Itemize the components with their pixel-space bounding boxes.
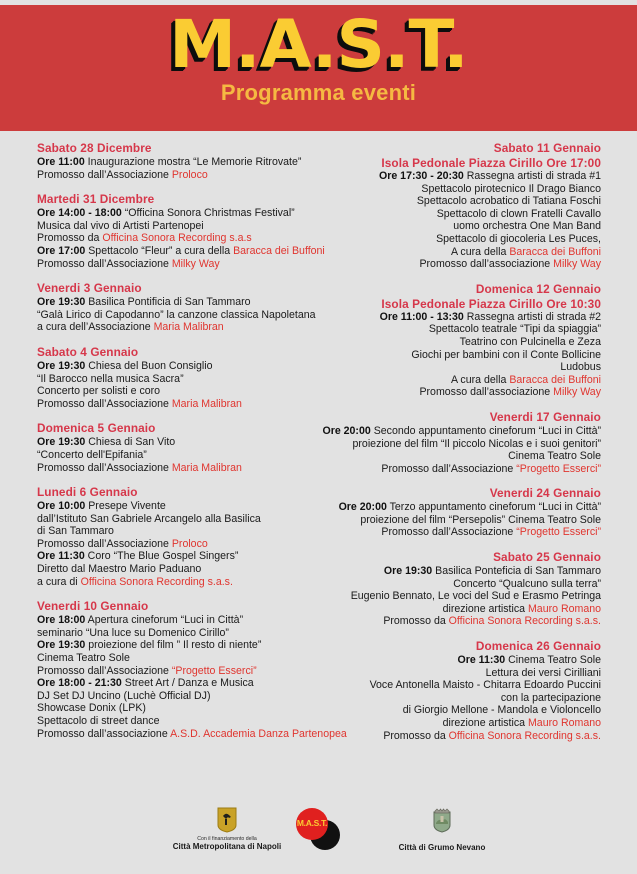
event-date: Sabato 4 Gennaio: [37, 344, 139, 359]
event-detail-line: [37, 220, 318, 233]
event-text: Promosso da: [37, 232, 103, 245]
event-venue: Isola Pedonale Piazza Cirillo Ore 17:00: [381, 156, 601, 170]
event-detail-line: [319, 258, 601, 271]
event-text: Eugenio Bennato, Le voci del Sud e Erasmo Petringa: [350, 590, 601, 603]
event-block: [37, 192, 325, 270]
footer-metropolitan-bold-line: Città Metropolitana di Napoli: [172, 842, 282, 851]
event-detail-line: [37, 436, 318, 449]
event-detail-line: [37, 538, 318, 551]
event-organizer: Proloco: [171, 537, 208, 550]
event-text: Concerto “Qualcuno sulla terra”: [453, 577, 601, 590]
event-block: [319, 410, 601, 475]
event-text: Promosso dall’Associazione: [37, 537, 172, 550]
event-text: “Concerto dell'Epifania”: [37, 448, 147, 461]
event-text: Spettacolo acrobatico di Tatiana Foschi: [416, 195, 601, 208]
event-organizer: Milky Way: [171, 257, 220, 270]
event-detail-line: [37, 232, 318, 245]
event-text: a cura dell’Associazione: [37, 321, 154, 334]
event-time: Ore 11:00: [37, 156, 85, 168]
footer-logo-comune: [352, 807, 532, 852]
event-text: Promosso dall’associazione: [419, 258, 554, 271]
event-detail-line: [37, 169, 318, 182]
event-detail-line: [37, 702, 318, 715]
event-detail-line: [37, 513, 318, 526]
event-time: Ore 19:30: [37, 639, 86, 652]
event-text: Terzo appuntamento cineforum “Luci in Città”: [386, 501, 601, 514]
event-organizer: Officina Sonora Recording s.a.s.: [448, 615, 601, 628]
event-text: con la partecipazione: [500, 691, 601, 704]
event-detail-line: [319, 323, 601, 336]
event-detail-line: [319, 526, 601, 539]
grumo-nevano-crest-icon: [432, 807, 452, 833]
event-text: Promosso da: [383, 729, 449, 742]
event-text: Rassegna artisti di strada #2: [463, 310, 601, 323]
event-detail-line: [37, 563, 318, 576]
event-detail-line: [37, 690, 318, 703]
event-text: a cura di: [37, 575, 81, 588]
event-text: Diretto dal Maestro Mario Paduano: [37, 563, 202, 576]
event-detail-line: [37, 207, 318, 220]
event-text: “Galà Lirico di Capodanno” la canzone classica Napoletana: [37, 308, 316, 321]
event-time: Ore 19:30: [383, 565, 433, 578]
poster-header: [0, 5, 637, 131]
event-text: Giochi per bambini con il Conte Bollicine: [411, 348, 601, 361]
event-organizer: Baracca dei Buffoni: [233, 244, 325, 257]
event-text: Secondo appuntamento cineforum “Luci in Città”: [370, 424, 601, 437]
event-detail-line: [37, 309, 318, 322]
event-time: Ore 20:00: [322, 424, 371, 437]
event-detail-line: [37, 398, 318, 411]
event-text: Apertura cineforum “Luci in Città”: [85, 614, 244, 627]
event-detail-line: [319, 717, 601, 730]
event-text: Basilica Ponteficia di San Tammaro: [432, 565, 601, 578]
event-detail-line: [319, 654, 601, 667]
event-block: [37, 599, 347, 740]
event-time: Ore 11:30: [457, 654, 506, 667]
event-detail-line: [37, 360, 318, 373]
event-organizer: “Progetto Esserci”: [516, 462, 601, 475]
footer-logo-mast: [292, 808, 354, 854]
event-block: [37, 421, 318, 474]
event-block: [319, 141, 601, 271]
poster-footer: [0, 805, 637, 874]
event-text: Promosso dall’associazione: [37, 727, 171, 740]
event-detail-line: [319, 438, 601, 451]
event-text: Rassegna artisti di strada #1: [463, 170, 601, 182]
event-detail-line: [319, 603, 601, 616]
event-text: A cura della: [451, 373, 510, 386]
event-text: Promosso dall’Associazione: [37, 664, 172, 677]
event-detail-line: [319, 692, 601, 705]
event-detail-line: [37, 727, 347, 741]
event-organizer: “Progetto Esserci”: [171, 664, 257, 677]
event-block: [319, 550, 601, 628]
event-date: Sabato 28 Dicembre: [37, 141, 152, 155]
event-text: Presepe Vivente: [85, 500, 166, 513]
event-organizer: Officina Sonora Recording s.a.s.: [448, 729, 601, 742]
event-detail-line: [319, 730, 601, 743]
event-text: Coro “The Blue Gospel Singers”: [84, 550, 239, 563]
event-detail-line: [319, 233, 601, 246]
event-organizer: Mauro Romano: [527, 717, 601, 729]
events-column-right: [319, 141, 601, 742]
event-detail-line: [37, 449, 318, 462]
page-subtitle: Programma eventi: [220, 80, 417, 106]
event-text: Basilica Pontificia di San Tammaro: [85, 296, 251, 309]
event-detail-line: [319, 374, 601, 387]
event-time: Ore 11:30: [37, 550, 85, 563]
event-organizer: Milky Way: [553, 386, 601, 399]
event-text: Concerto per solisti e coro: [37, 385, 161, 398]
event-text: di San Tammaro: [37, 525, 114, 538]
event-text: Promosso dall’Associazione: [37, 397, 172, 410]
event-detail-line: [37, 296, 318, 309]
event-text: direzione artistica: [442, 717, 528, 729]
footer-metropolitan-small-line: Con il finanziamento della: [197, 836, 257, 842]
event-time: Ore 19:30: [37, 436, 86, 449]
event-detail-line: [319, 615, 601, 628]
event-text: Spettacolo pirotecnico Il Drago Bianco: [421, 182, 601, 195]
event-text: Spettacolo teatrale “Tipi da spiaggia”: [428, 323, 601, 336]
event-date: Domenica 26 Gennaio: [475, 639, 601, 654]
event-detail-line: [37, 677, 318, 690]
event-text: seminario “Una luce su Domenico Cirillo”: [37, 626, 229, 639]
event-block: [37, 281, 318, 334]
event-detail-line: [37, 321, 318, 334]
event-text: Spettacolo di clown Fratelli Cavallo: [436, 207, 601, 220]
event-organizer: Baracca dei Buffoni: [509, 373, 601, 386]
event-time: Ore 11:00 - 13:30: [379, 310, 464, 323]
event-organizer: Baracca dei Buffoni: [509, 245, 601, 258]
event-organizer: “Progetto Esserci”: [516, 526, 601, 539]
event-detail-line: [319, 246, 601, 259]
event-text: Spettacolo di giocoleria Les Puces,: [436, 232, 601, 245]
event-text: proiezione del film “Il piccolo Nicolas e i suoi genitori”: [352, 437, 601, 450]
mast-logo-label: M.A.S.T.: [296, 818, 328, 828]
event-detail-line: [37, 462, 318, 475]
event-text: Promosso dall’Associazione: [37, 168, 172, 181]
event-block: [319, 282, 601, 399]
event-detail-line: [319, 208, 601, 221]
event-organizer: Officina Sonora Recording s.a.s: [102, 232, 252, 245]
event-organizer: A.S.D. Accademia Danza Partenopea: [170, 727, 347, 740]
event-detail-line: [319, 386, 601, 399]
napoli-metropolitan-crest-icon: [217, 807, 237, 833]
event-time: Ore 20:00: [338, 501, 387, 514]
event-detail-line: [37, 385, 318, 398]
event-time: Ore 14:00 - 18:00: [37, 207, 122, 220]
event-detail-line: [319, 704, 601, 717]
event-detail-line: [319, 679, 601, 692]
event-detail-line: [319, 195, 601, 208]
event-text: proiezione del film “Persepolis” Cinema Teatro Sole: [360, 513, 601, 526]
event-time: Ore 19:30: [37, 359, 86, 372]
event-time: Ore 17:30 - 20:30: [378, 170, 464, 182]
event-time: Ore 18:00 - 21:30: [37, 677, 122, 690]
event-text: DJ Set DJ Uncino (Luchè Official DJ): [37, 689, 211, 702]
event-text: Inaugurazione mostra “Le Memorie Ritrovate”: [84, 156, 302, 168]
event-organizer: Mauro Romano: [527, 602, 601, 615]
event-detail-line: [319, 667, 601, 680]
event-organizer: Milky Way: [553, 258, 601, 271]
event-text: Chiesa del Buon Consiglio: [85, 359, 213, 372]
event-organizer: Maria Malibran: [171, 461, 242, 474]
event-text: Showcase Donix (LPK): [37, 702, 146, 715]
event-detail-line: [37, 525, 318, 538]
event-date: Domenica 12 Gennaio: [475, 281, 601, 296]
event-detail-line: [37, 639, 318, 652]
event-block: [319, 639, 601, 742]
event-text: Spettacolo di street dance: [37, 715, 160, 727]
event-time: Ore 17:00: [37, 244, 86, 257]
event-text: proiezione del film ” Il resto di niente”: [85, 639, 262, 652]
event-date: Sabato 25 Gennaio: [493, 550, 601, 565]
event-text: A cura della: [451, 245, 510, 258]
event-detail-line: [319, 311, 601, 324]
event-text: Cinema Teatro Sole: [508, 450, 601, 463]
event-text: di Giorgio Mellone - Mandola e Violoncello: [402, 704, 601, 717]
event-text: Promosso dall’Associazione: [37, 257, 172, 270]
event-organizer: Officina Sonora Recording s.a.s.: [80, 575, 233, 588]
event-text: Cinema Teatro Sole: [505, 654, 601, 667]
event-block: [37, 345, 318, 410]
event-detail-line: [319, 361, 601, 374]
event-date: Venerdi 3 Gennaio: [37, 281, 142, 296]
event-detail-line: [37, 550, 318, 563]
event-detail-line: [319, 578, 601, 591]
event-detail-line: [319, 463, 601, 476]
event-text: Promosso dall’Associazione: [381, 462, 517, 475]
event-date: Venerdi 24 Gennaio: [489, 486, 601, 501]
event-date: Domenica 5 Gennaio: [37, 421, 156, 436]
event-text: uomo orchestra One Man Band: [453, 220, 601, 233]
event-detail-line: [319, 514, 601, 527]
event-text: dall’Istituto San Gabriele Arcangelo alla Basilica: [37, 512, 261, 525]
event-detail-line: [37, 576, 318, 589]
footer-logo-metropolitan: [152, 807, 302, 851]
event-text: Street Art / Danza e Musica: [121, 677, 254, 690]
event-block: [37, 485, 318, 588]
event-detail-line: [319, 170, 601, 183]
event-text: Lettura dei versi Cirilliani: [485, 666, 601, 679]
event-detail-line: [319, 590, 601, 603]
event-time: Ore 19:30: [37, 296, 86, 309]
event-detail-line: [37, 614, 318, 627]
event-text: Spettacolo “Fleur” a cura della: [85, 244, 234, 257]
event-detail-line: [37, 665, 318, 678]
page-title: M.A.S.T.: [169, 6, 468, 83]
event-text: “Il Barocco nella musica Sacra”: [37, 372, 184, 385]
event-detail-line: [319, 450, 601, 463]
event-text: direzione artistica: [442, 602, 528, 615]
event-text: Promosso dall’associazione: [419, 386, 554, 399]
event-text: Chiesa di San Vito: [85, 436, 176, 449]
event-organizer: Proloco: [171, 168, 208, 181]
event-text: Musica dal vivo di Artisti Partenopei: [37, 219, 204, 232]
event-program-poster: [0, 5, 637, 874]
event-detail-line: [37, 156, 318, 169]
event-text: Promosso dall’Associazione: [381, 526, 517, 539]
event-detail-line: [37, 258, 318, 271]
event-detail-line: [319, 336, 601, 349]
events-columns: [0, 141, 637, 801]
event-date: Venerdi 17 Gennaio: [489, 409, 601, 424]
event-detail-line: [37, 500, 318, 513]
event-detail-line: [319, 220, 601, 233]
event-organizer: Maria Malibran: [171, 397, 242, 410]
event-time: Ore 10:00: [37, 500, 86, 513]
event-block: [37, 141, 318, 181]
footer-comune-bold-line: Città di Grumo Nevano: [398, 843, 486, 852]
event-text: “Officina Sonora Christmas Festival”: [121, 207, 295, 220]
event-detail-line: [319, 501, 601, 514]
event-detail-line: [319, 425, 601, 438]
event-venue: Isola Pedonale Piazza Cirillo Ore 10:30: [381, 296, 601, 311]
event-detail-line: [319, 349, 601, 362]
event-text: Cinema Teatro Sole: [37, 652, 130, 665]
event-text: Promosso dall’Associazione: [37, 461, 172, 474]
event-date: Sabato 11 Gennaio: [493, 141, 601, 155]
event-date: Lunedi 6 Gennaio: [37, 485, 138, 500]
event-text: Voce Antonella Maisto - Chitarra Edoardo Puccini: [369, 679, 601, 692]
event-date: Venerdi 10 Gennaio: [37, 599, 149, 614]
event-detail-line: [37, 373, 318, 386]
event-detail-line: [319, 565, 601, 578]
event-detail-line: [37, 715, 318, 728]
event-detail-line: [37, 244, 325, 258]
event-organizer: Maria Malibran: [153, 321, 224, 334]
event-text: Teatrino con Pulcinella e Zeza: [459, 335, 601, 348]
event-date: Martedi 31 Dicembre: [37, 192, 155, 207]
event-detail-line: [37, 627, 318, 640]
event-block: [319, 486, 601, 539]
event-text: Promosso da: [383, 615, 449, 628]
mast-logo-red-circle: [296, 808, 328, 840]
event-text: Ludobus: [560, 361, 601, 374]
event-detail-line: [37, 652, 318, 665]
event-detail-line: [319, 183, 601, 196]
event-time: Ore 18:00: [37, 614, 86, 627]
